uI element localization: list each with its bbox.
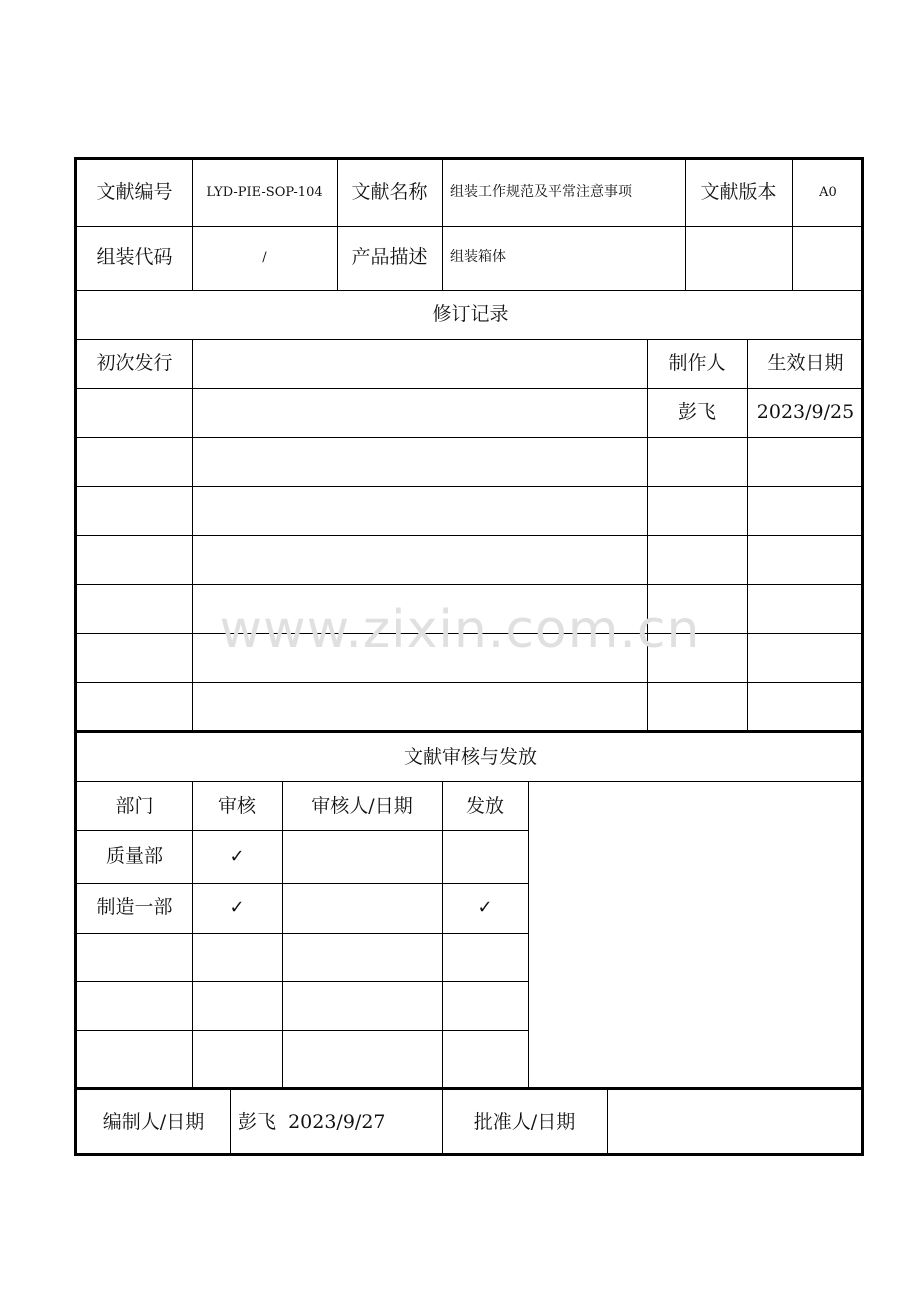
document-control-form xyxy=(74,157,864,1156)
grid-line xyxy=(647,339,648,731)
review-col-review: 审核 xyxy=(217,794,256,817)
grid-line xyxy=(192,781,193,1088)
doc-no-value: LYD-PIE-SOP-104 xyxy=(206,184,323,200)
review-row-1-dept: 质量部 xyxy=(105,845,163,868)
compiler-value: 彭飞 2023/9/27 xyxy=(238,1111,386,1134)
grid-line xyxy=(607,1089,608,1156)
grid-line xyxy=(77,781,864,782)
revision-row-1-c2 xyxy=(192,388,647,437)
revision-row-5-date xyxy=(747,584,864,633)
grid-line xyxy=(442,781,443,1088)
revision-row-2-maker xyxy=(647,437,747,486)
revision-row-6-date xyxy=(747,633,864,682)
maker-label: 制作人 xyxy=(668,351,726,374)
grid-line xyxy=(77,981,528,982)
grid-line xyxy=(77,388,864,389)
review-row-1-issue-check xyxy=(442,831,528,883)
review-col-issue: 发放 xyxy=(465,794,504,817)
revision-row-3-maker xyxy=(647,486,747,535)
approver-value xyxy=(607,1090,864,1156)
grid-line xyxy=(442,160,443,290)
revision-row-1-c1 xyxy=(77,388,192,437)
review-row-1-reviewer xyxy=(282,831,442,883)
compiler-label: 编制人/日期 xyxy=(102,1111,205,1134)
review-col-reviewer-date: 审核人/日期 xyxy=(311,794,413,817)
effective-date-label: 生效日期 xyxy=(767,351,844,374)
grid-line xyxy=(77,1030,528,1031)
revision-row-7-maker xyxy=(647,682,747,731)
watermark: www.zixin.com.cn xyxy=(219,600,701,660)
doc-version-value: A0 xyxy=(819,184,837,200)
revision-row-2-date xyxy=(747,437,864,486)
approver-label: 批准人/日期 xyxy=(473,1111,576,1134)
grid-line xyxy=(77,883,528,884)
doc-name-label: 文献名称 xyxy=(351,181,428,204)
grid-line xyxy=(77,633,864,634)
review-row-2-reviewer xyxy=(282,883,442,933)
review-row-2-review-check: ✓ xyxy=(229,896,245,918)
review-col-dept: 部门 xyxy=(115,794,154,817)
doc-no-label: 文献编号 xyxy=(96,181,173,204)
review-row-2-dept: 制造一部 xyxy=(96,896,173,919)
doc-name-value: 组装工作规范及平常注意事项 xyxy=(450,184,632,201)
revision-row-6-maker xyxy=(647,633,747,682)
revision-title: 修订记录 xyxy=(432,302,509,325)
grid-line xyxy=(192,339,193,731)
assembly-code-value: / xyxy=(262,249,267,265)
first-issue-label: 初次发行 xyxy=(96,351,173,374)
grid-line xyxy=(77,933,528,934)
revision-row-4-date xyxy=(747,535,864,584)
section-divider xyxy=(77,730,864,733)
revision-row-1-maker: 彭飞 xyxy=(677,400,716,423)
grid-line xyxy=(77,226,864,227)
assembly-code-label: 组装代码 xyxy=(96,246,173,269)
grid-line xyxy=(192,160,193,290)
doc-version-label: 文献版本 xyxy=(700,181,777,204)
revision-row-7-date xyxy=(747,682,864,731)
product-desc-label: 产品描述 xyxy=(351,246,428,269)
grid-line xyxy=(77,584,864,585)
grid-line xyxy=(747,339,748,731)
review-row-2-issue-check: ✓ xyxy=(477,896,493,918)
section-divider xyxy=(77,1087,864,1090)
grid-line xyxy=(442,1089,443,1156)
grid-line xyxy=(792,160,793,290)
grid-line xyxy=(77,290,864,291)
grid-line xyxy=(230,1089,231,1156)
revision-row-1-date: 2023/9/25 xyxy=(756,400,855,423)
grid-line xyxy=(77,339,864,340)
revision-row-4-maker xyxy=(647,535,747,584)
grid-line xyxy=(77,437,864,438)
revision-row-3-date xyxy=(747,486,864,535)
review-row-1-review-check: ✓ xyxy=(229,845,245,867)
review-title: 文献审核与发放 xyxy=(403,746,537,769)
grid-line xyxy=(528,781,529,1088)
grid-line xyxy=(77,486,864,487)
grid-line xyxy=(77,535,864,536)
grid-line xyxy=(77,682,864,683)
product-desc-value: 组装箱体 xyxy=(450,249,506,266)
grid-line xyxy=(337,160,338,290)
grid-line xyxy=(282,781,283,1088)
grid-line xyxy=(77,830,528,831)
grid-line xyxy=(685,160,686,290)
revision-row-5-maker xyxy=(647,584,747,633)
